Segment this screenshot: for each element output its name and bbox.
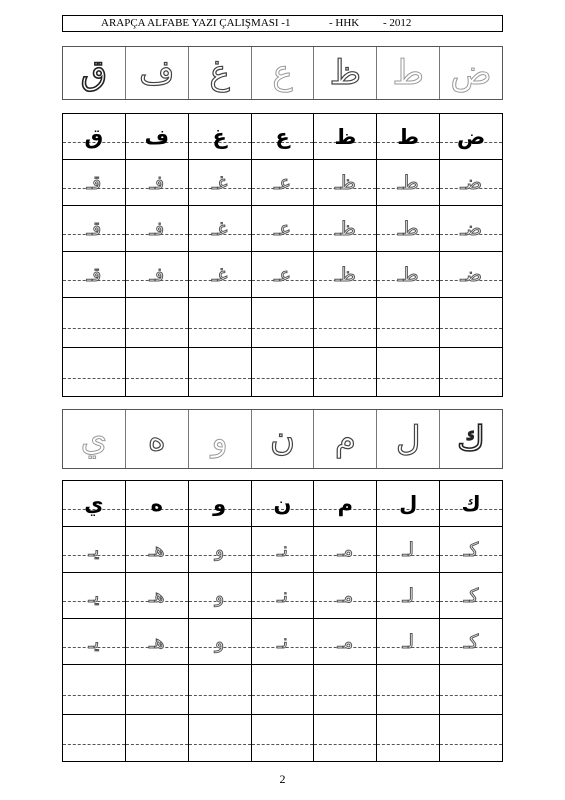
trace-letter: ضـ xyxy=(460,171,482,194)
model-letter-cell xyxy=(439,410,502,468)
trace-letter: لـ xyxy=(402,584,414,607)
trace-letter: نـ xyxy=(277,584,288,607)
model-letter-cell xyxy=(251,410,314,468)
trace-letter: يـ xyxy=(88,584,100,607)
model-letters-row-1 xyxy=(62,46,503,100)
letter-cell xyxy=(313,114,376,159)
blank-cell xyxy=(188,715,251,761)
trace-letter: طـ xyxy=(397,263,419,286)
trace-cell xyxy=(439,573,502,618)
letter-cell xyxy=(125,114,188,159)
blank-cell xyxy=(125,348,188,396)
trace-letter: غـ xyxy=(211,217,228,240)
trace-letter: ضـ xyxy=(460,263,482,286)
trace-letter: قـ xyxy=(86,217,102,240)
trace-letter: ظـ xyxy=(335,217,356,240)
trace-cell xyxy=(63,619,125,664)
trace-row xyxy=(63,527,502,573)
model-letter-cell xyxy=(125,47,188,99)
trace-cell xyxy=(439,619,502,664)
letter: ف xyxy=(144,124,169,149)
trace-cell xyxy=(439,206,502,251)
letter: ض xyxy=(456,124,486,149)
trace-cell xyxy=(63,206,125,251)
trace-cell xyxy=(188,206,251,251)
trace-cell xyxy=(188,619,251,664)
trace-cell xyxy=(125,527,188,572)
model-letter: و xyxy=(211,419,228,459)
model-letter: ي xyxy=(80,419,108,459)
trace-letter: نـ xyxy=(277,538,288,561)
blank-cell xyxy=(125,715,188,761)
trace-letter: كـ xyxy=(463,630,479,653)
letter-cell xyxy=(63,481,125,526)
blank-cell xyxy=(313,298,376,347)
trace-cell xyxy=(251,573,314,618)
trace-cell xyxy=(125,619,188,664)
trace-cell xyxy=(125,160,188,205)
trace-cell xyxy=(188,527,251,572)
trace-letter: هـ xyxy=(148,630,165,653)
model-letter-cell xyxy=(63,410,125,468)
trace-letter: هـ xyxy=(148,538,165,561)
blank-cell xyxy=(63,298,125,347)
letter-row xyxy=(63,114,502,160)
trace-cell xyxy=(251,619,314,664)
trace-cell xyxy=(125,206,188,251)
model-letter: ل xyxy=(395,419,421,459)
trace-letter: غـ xyxy=(211,171,228,194)
letter-cell xyxy=(188,114,251,159)
trace-cell xyxy=(376,160,439,205)
trace-cell xyxy=(251,252,314,297)
letter-row xyxy=(63,481,502,527)
blank-cell xyxy=(376,715,439,761)
trace-letter: كـ xyxy=(463,584,479,607)
trace-cell xyxy=(125,573,188,618)
model-letter: ض xyxy=(450,53,492,93)
blank-cell xyxy=(63,715,125,761)
blank-cell xyxy=(188,298,251,347)
model-letter: ن xyxy=(270,419,295,459)
trace-row xyxy=(63,252,502,298)
letter: ط xyxy=(397,124,420,149)
trace-letter: نـ xyxy=(277,630,288,653)
trace-cell xyxy=(63,252,125,297)
letter-cell xyxy=(125,481,188,526)
trace-cell xyxy=(439,160,502,205)
trace-cell xyxy=(313,206,376,251)
trace-cell xyxy=(63,573,125,618)
model-letter: ك xyxy=(457,419,486,459)
blank-cell xyxy=(125,665,188,714)
model-letters-row-2 xyxy=(62,409,503,469)
trace-cell xyxy=(188,160,251,205)
blank-cell xyxy=(439,298,502,347)
blank-cell xyxy=(313,715,376,761)
blank-cell xyxy=(376,665,439,714)
trace-cell xyxy=(313,527,376,572)
model-letter-cell xyxy=(313,47,376,99)
trace-letter: و xyxy=(215,630,225,653)
trace-cell xyxy=(313,252,376,297)
trace-cell xyxy=(376,206,439,251)
model-letter: ف xyxy=(139,53,175,93)
model-letter-cell xyxy=(251,47,314,99)
letter: ي xyxy=(84,491,104,516)
letter: غ xyxy=(212,124,227,149)
trace-cell xyxy=(376,619,439,664)
trace-letter: فـ xyxy=(149,217,165,240)
blank-cell xyxy=(125,298,188,347)
letter: و xyxy=(213,491,227,516)
blank-row xyxy=(63,298,502,348)
trace-letter: مـ xyxy=(337,538,354,561)
blank-row xyxy=(63,348,502,396)
trace-cell xyxy=(251,527,314,572)
trace-cell xyxy=(188,252,251,297)
practice-grid-1 xyxy=(62,113,503,397)
trace-letter: يـ xyxy=(88,630,100,653)
trace-cell xyxy=(313,619,376,664)
trace-row xyxy=(63,573,502,619)
letter-cell xyxy=(376,114,439,159)
trace-letter: لـ xyxy=(402,630,414,653)
model-letter: غ xyxy=(209,53,230,93)
blank-cell xyxy=(439,715,502,761)
model-letter-cell xyxy=(313,410,376,468)
trace-letter: كـ xyxy=(463,538,479,561)
trace-cell xyxy=(63,160,125,205)
trace-letter: قـ xyxy=(86,171,102,194)
model-letter: ه xyxy=(147,419,166,459)
blank-cell xyxy=(251,348,314,396)
letter-cell xyxy=(251,114,314,159)
model-letter: م xyxy=(334,419,356,459)
model-letter-cell xyxy=(188,47,251,99)
worksheet-year: - 2012 xyxy=(383,17,412,29)
trace-letter: مـ xyxy=(337,630,354,653)
model-letter: ط xyxy=(392,53,424,93)
page-number: 2 xyxy=(279,772,286,786)
trace-row xyxy=(63,160,502,206)
trace-letter: ضـ xyxy=(460,217,482,240)
model-letter: ع xyxy=(272,53,293,93)
letter: ك xyxy=(461,491,481,516)
letter-cell xyxy=(439,114,502,159)
trace-cell xyxy=(125,252,188,297)
trace-letter: ظـ xyxy=(335,263,356,286)
trace-letter: فـ xyxy=(149,171,165,194)
letter-cell xyxy=(313,481,376,526)
letter: م xyxy=(337,491,354,516)
model-letter: ظ xyxy=(329,53,362,93)
letter-cell xyxy=(63,114,125,159)
trace-letter: عـ xyxy=(274,263,291,286)
trace-letter: و xyxy=(215,584,225,607)
trace-cell xyxy=(251,160,314,205)
blank-cell xyxy=(63,348,125,396)
worksheet-header xyxy=(62,15,503,32)
trace-letter: يـ xyxy=(88,538,100,561)
letter-cell xyxy=(439,481,502,526)
blank-cell xyxy=(188,348,251,396)
trace-cell xyxy=(376,527,439,572)
blank-cell xyxy=(63,665,125,714)
trace-cell xyxy=(376,573,439,618)
worksheet-author: - HHK xyxy=(329,17,360,29)
blank-cell xyxy=(313,665,376,714)
model-letter-cell xyxy=(125,410,188,468)
trace-letter: فـ xyxy=(149,263,165,286)
blank-cell xyxy=(251,298,314,347)
model-letter-cell xyxy=(63,47,125,99)
letter: ظ xyxy=(334,124,357,149)
trace-letter: هـ xyxy=(148,584,165,607)
trace-letter: عـ xyxy=(274,171,291,194)
blank-cell xyxy=(251,715,314,761)
trace-letter: طـ xyxy=(397,217,419,240)
letter-cell xyxy=(376,481,439,526)
letter-cell xyxy=(188,481,251,526)
practice-grid-2 xyxy=(62,480,503,762)
trace-letter: و xyxy=(215,538,225,561)
trace-cell xyxy=(63,527,125,572)
trace-cell xyxy=(313,573,376,618)
model-letter-cell xyxy=(439,47,502,99)
trace-letter: مـ xyxy=(337,584,354,607)
worksheet-title: ARAPÇA ALFABE YAZI ÇALIŞMASI -1 xyxy=(101,17,291,29)
blank-row xyxy=(63,665,502,715)
trace-letter: عـ xyxy=(274,217,291,240)
blank-cell xyxy=(376,298,439,347)
model-letter-cell xyxy=(376,47,439,99)
model-letter: ق xyxy=(80,53,108,93)
letter-cell xyxy=(251,481,314,526)
model-letter-cell xyxy=(188,410,251,468)
trace-letter: ظـ xyxy=(335,171,356,194)
trace-letter: لـ xyxy=(402,538,414,561)
letter: ه xyxy=(150,491,163,516)
blank-cell xyxy=(188,665,251,714)
blank-cell xyxy=(313,348,376,396)
trace-cell xyxy=(439,252,502,297)
letter: ع xyxy=(275,124,290,149)
trace-cell xyxy=(439,527,502,572)
blank-cell xyxy=(439,348,502,396)
letter: ل xyxy=(399,491,418,516)
trace-cell xyxy=(313,160,376,205)
trace-row xyxy=(63,206,502,252)
blank-cell xyxy=(376,348,439,396)
trace-letter: غـ xyxy=(211,263,228,286)
trace-cell xyxy=(376,252,439,297)
trace-row xyxy=(63,619,502,665)
trace-cell xyxy=(251,206,314,251)
trace-cell xyxy=(188,573,251,618)
letter: ق xyxy=(84,124,104,149)
blank-cell xyxy=(439,665,502,714)
trace-letter: قـ xyxy=(86,263,102,286)
letter: ن xyxy=(273,491,292,516)
blank-row xyxy=(63,715,502,761)
model-letter-cell xyxy=(376,410,439,468)
trace-letter: طـ xyxy=(397,171,419,194)
blank-cell xyxy=(251,665,314,714)
